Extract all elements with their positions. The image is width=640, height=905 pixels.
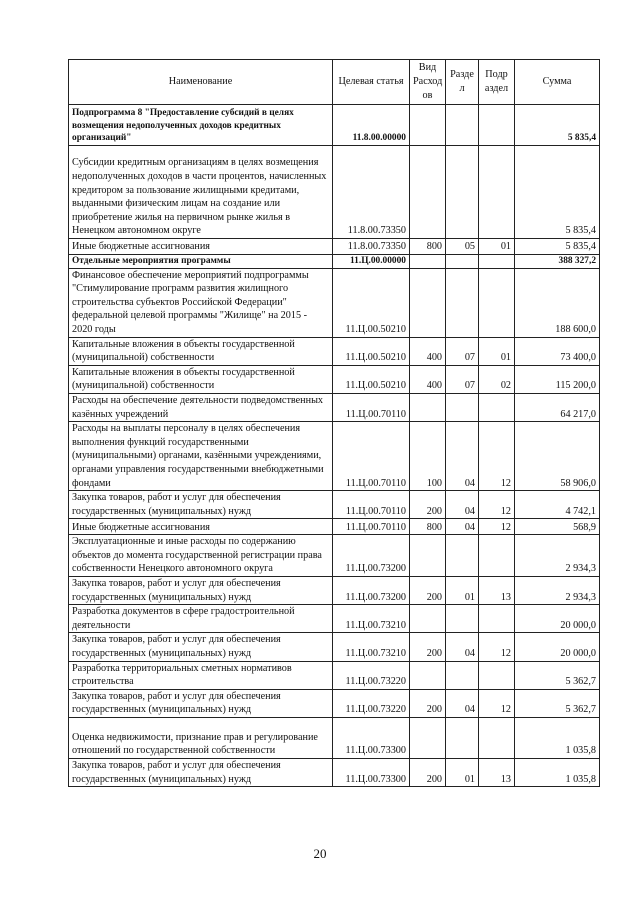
row-section [446, 718, 479, 759]
row-name: Капитальные вложения в объекты государственной (муниципальной) собственности [69, 365, 333, 393]
table-row [69, 393, 600, 421]
row-expense-type: 200 [410, 689, 446, 717]
row-name: Закупка товаров, работ и услуг для обеспечения государственных (муниципальных) нужд [69, 633, 333, 661]
row-target-article: 11.Ц.00.70110 [333, 519, 410, 535]
table-row [69, 105, 600, 146]
row-expense-type: 200 [410, 759, 446, 787]
row-expense-type [410, 718, 446, 759]
header-expense-type: Вид Расход ов [410, 60, 446, 105]
row-expense-type: 800 [410, 519, 446, 535]
row-subsection: 12 [479, 422, 515, 491]
row-section [446, 105, 479, 146]
row-subsection: 01 [479, 337, 515, 365]
header-subsection: Подр аздел [479, 60, 515, 105]
row-expense-type: 800 [410, 239, 446, 255]
row-subsection [479, 146, 515, 239]
header-name: Наименование [69, 60, 333, 105]
row-expense-type [410, 255, 446, 269]
table-row [69, 689, 600, 717]
row-section: 07 [446, 365, 479, 393]
row-subsection [479, 605, 515, 633]
header-sum: Сумма [515, 60, 600, 105]
row-expense-type: 400 [410, 365, 446, 393]
table-header-row [69, 60, 600, 105]
row-target-article: 11.Ц.00.00000 [333, 255, 410, 269]
table-row [69, 146, 600, 239]
row-section: 07 [446, 337, 479, 365]
table-row [69, 491, 600, 519]
row-sum: 5 362,7 [515, 689, 600, 717]
row-target-article: 11.Ц.00.73210 [333, 633, 410, 661]
row-expense-type: 200 [410, 633, 446, 661]
row-section: 05 [446, 239, 479, 255]
row-subsection: 12 [479, 491, 515, 519]
table-row [69, 759, 600, 787]
row-target-article: 11.Ц.00.73200 [333, 535, 410, 577]
row-subsection: 13 [479, 759, 515, 787]
row-target-article: 11.Ц.00.50210 [333, 268, 410, 337]
row-expense-type [410, 146, 446, 239]
row-subsection [479, 268, 515, 337]
row-sum: 2 934,3 [515, 535, 600, 577]
row-target-article: 11.Ц.00.73300 [333, 718, 410, 759]
table-row [69, 365, 600, 393]
row-section: 04 [446, 422, 479, 491]
row-section [446, 268, 479, 337]
row-subsection [479, 718, 515, 759]
budget-table [68, 59, 600, 787]
row-sum: 188 600,0 [515, 268, 600, 337]
row-name: Закупка товаров, работ и услуг для обеспечения государственных (муниципальных) нужд [69, 577, 333, 605]
page-number: 20 [313, 846, 327, 861]
row-name: Финансовое обеспечение мероприятий подпрограммы "Стимулирование программ развития жилищного строительства субъектов Российской Федерации" федеральной целевой программы "Жилище" на 2015 - 2020 годы [69, 268, 333, 337]
row-section: 04 [446, 519, 479, 535]
row-subsection: 12 [479, 689, 515, 717]
row-subsection [479, 393, 515, 421]
row-subsection: 13 [479, 577, 515, 605]
table-row [69, 605, 600, 633]
row-expense-type: 200 [410, 491, 446, 519]
row-sum: 115 200,0 [515, 365, 600, 393]
row-target-article: 11.8.00.73350 [333, 146, 410, 239]
row-name: Расходы на выплаты персоналу в целях обеспечения выполнения функций государственными (муниципальными) органами, казёнными учреждениями, органами управления государственными внебюджетными фондами [69, 422, 333, 491]
row-sum: 568,9 [515, 519, 600, 535]
row-expense-type [410, 393, 446, 421]
row-subsection [479, 661, 515, 689]
row-expense-type: 100 [410, 422, 446, 491]
table-row [69, 268, 600, 337]
row-subsection [479, 535, 515, 577]
row-sum: 1 035,8 [515, 718, 600, 759]
table-row [69, 337, 600, 365]
row-sum: 1 035,8 [515, 759, 600, 787]
table-row [69, 577, 600, 605]
row-section [446, 255, 479, 269]
row-section [446, 605, 479, 633]
row-section [446, 535, 479, 577]
header-target-article: Целевая статья [333, 60, 410, 105]
table-row [69, 535, 600, 577]
row-name: Эксплуатационные и иные расходы по содержанию объектов до момента государственной регистрации права собственности Ненецкого автономного округа [69, 535, 333, 577]
row-subsection [479, 105, 515, 146]
row-name: Оценка недвижимости, признание прав и регулирование отношений по государственной собственности [69, 718, 333, 759]
row-sum: 388 327,2 [515, 255, 600, 269]
row-name: Расходы на обеспечение деятельности подведомственных казённых учреждений [69, 393, 333, 421]
row-section: 01 [446, 577, 479, 605]
row-target-article: 11.Ц.00.73210 [333, 605, 410, 633]
row-subsection [479, 255, 515, 269]
row-name: Разработка территориальных сметных нормативов строительства [69, 661, 333, 689]
row-sum: 4 742,1 [515, 491, 600, 519]
row-sum: 58 906,0 [515, 422, 600, 491]
row-expense-type [410, 268, 446, 337]
row-section: 01 [446, 759, 479, 787]
row-name: Подпрограмма 8 "Предоставление субсидий в целях возмещения недополученных доходов кредитных организаций" [69, 105, 333, 146]
row-expense-type [410, 661, 446, 689]
row-sum: 2 934,3 [515, 577, 600, 605]
table-row [69, 422, 600, 491]
row-target-article: 11.Ц.00.73200 [333, 577, 410, 605]
row-section: 04 [446, 491, 479, 519]
row-expense-type [410, 105, 446, 146]
table-row [69, 718, 600, 759]
row-sum: 73 400,0 [515, 337, 600, 365]
row-name: Разработка документов в сфере градостроительной деятельности [69, 605, 333, 633]
row-target-article: 11.Ц.00.73300 [333, 759, 410, 787]
row-section: 04 [446, 633, 479, 661]
row-subsection: 01 [479, 239, 515, 255]
row-subsection: 12 [479, 633, 515, 661]
row-target-article: 11.Ц.00.50210 [333, 365, 410, 393]
row-target-article: 11.8.00.73350 [333, 239, 410, 255]
row-sum: 5 835,4 [515, 239, 600, 255]
row-section [446, 146, 479, 239]
table-row [69, 255, 600, 269]
row-sum: 20 000,0 [515, 605, 600, 633]
row-sum: 20 000,0 [515, 633, 600, 661]
row-sum: 64 217,0 [515, 393, 600, 421]
row-name: Капитальные вложения в объекты государственной (муниципальной) собственности [69, 337, 333, 365]
row-target-article: 11.Ц.00.73220 [333, 689, 410, 717]
row-name: Закупка товаров, работ и услуг для обеспечения государственных (муниципальных) нужд [69, 689, 333, 717]
table-row [69, 519, 600, 535]
row-target-article: 11.Ц.00.70110 [333, 491, 410, 519]
row-sum: 5 362,7 [515, 661, 600, 689]
row-target-article: 11.Ц.00.73220 [333, 661, 410, 689]
row-name: Субсидии кредитным организациям в целях возмещения недополученных доходов в части процентов, начисленных кредитором за пользование жилищными кредитами, выданными физическим лицам на создание или приобретение жилья на первичном рынке жилья в Ненецком автономном округе [69, 146, 333, 239]
row-name: Закупка товаров, работ и услуг для обеспечения государственных (муниципальных) нужд [69, 491, 333, 519]
row-section [446, 393, 479, 421]
row-section: 04 [446, 689, 479, 717]
row-section [446, 661, 479, 689]
table-row [69, 239, 600, 255]
row-expense-type: 400 [410, 337, 446, 365]
row-target-article: 11.Ц.00.70110 [333, 393, 410, 421]
row-target-article: 11.8.00.00000 [333, 105, 410, 146]
row-expense-type [410, 605, 446, 633]
row-sum: 5 835,4 [515, 105, 600, 146]
table-row [69, 661, 600, 689]
header-section: Разде л [446, 60, 479, 105]
row-target-article: 11.Ц.00.70110 [333, 422, 410, 491]
row-target-article: 11.Ц.00.50210 [333, 337, 410, 365]
row-expense-type [410, 535, 446, 577]
row-sum: 5 835,4 [515, 146, 600, 239]
row-name: Иные бюджетные ассигнования [69, 239, 333, 255]
row-subsection: 12 [479, 519, 515, 535]
row-subsection: 02 [479, 365, 515, 393]
row-name: Отдельные мероприятия программы [69, 255, 333, 269]
row-name: Закупка товаров, работ и услуг для обеспечения государственных (муниципальных) нужд [69, 759, 333, 787]
row-expense-type: 200 [410, 577, 446, 605]
table-row [69, 633, 600, 661]
row-name: Иные бюджетные ассигнования [69, 519, 333, 535]
